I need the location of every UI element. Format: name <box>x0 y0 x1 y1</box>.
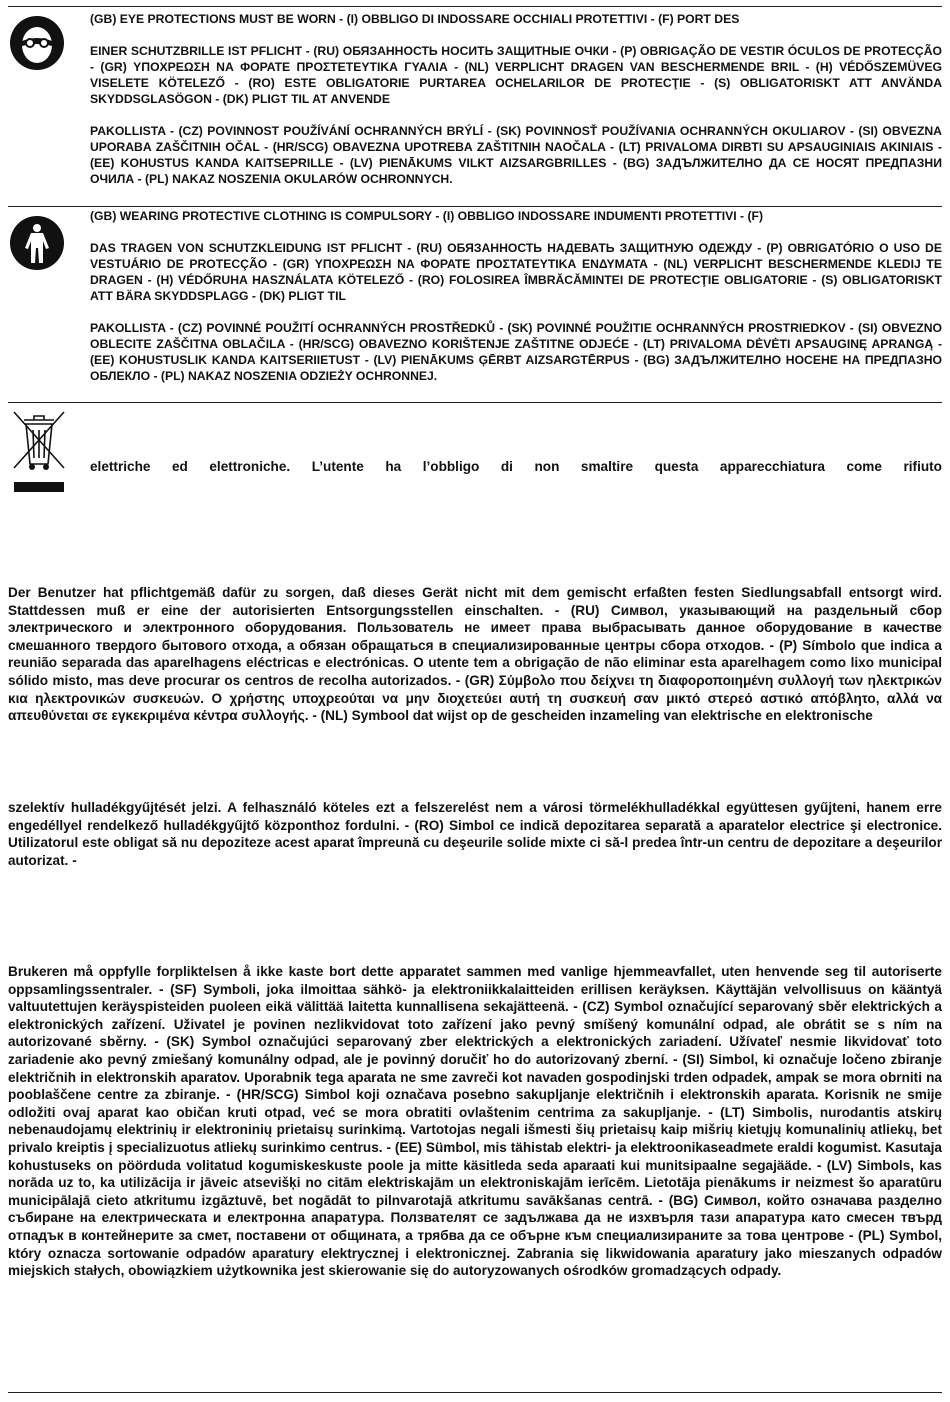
eye-protection-para2: EINER SCHUTZBRILLE IST PFLICHT - (RU) ОБЯЗАННОСТЬ НОСИТЬ ЗАЩИТНЫЕ ОЧКИ - (P) OBRIGAÇÃO DE VESTIR ÓCULOS DE PROTECÇÃO - (GR) ΥΠΟΧΡΕΩΣΗ ΝΑ ΦΟΡΑΤΕ ΠΡΟΣΤΕΤΕΥΤΙΚΑ ΓΥΑΛΙΑ - (NL) VERPLICHT DRAGEN VAN BESCHERMENDE BRIL - (H) VÉDŐSZEMÜVEG VISELETE KÖTELEZŐ - (RO) ESTE OBLIGATORIE PURTAREA OCHELARILOR DE PROTECŢIE - (S) OBLIGATORISKT ATT ANVÄNDA SKYDDSGLASÖGON - (DK) PLIGT TIL AT ANVENDE <box>90 44 942 106</box>
eye-protection-para3: PAKOLLISTA - (CZ) POVINNOST POUŽÍVÁNÍ OCHRANNÝCH BRÝLÍ - (SK) POVINNOSŤ POUŽÍVANIA OCHRANNÝCH OKULIAROV - (SI) OBVEZNA UPORABA ZAŠČITNIH OČAL - (HR/SCG) OBAVEZNA UPOTREBA ZAŠTITNIH NAOČALA - (LT) PRIVALOMA DIRBTI SU APSAUGINIAIS AKINIAIS - (EE) KOHUSTUS KANDA KAITSEPRILLE - (LV) PIENĀKUMS VILKT AIZSARGBRILLES - (BG) ЗАДЪЛЖИТЕЛНО ДА СЕ НОСЯТ ПРЕДПАЗНИ ОЧИЛА - (PL) NAKAZ NOSZENIA OKULARÓW OCHRONNYCH. <box>90 124 942 186</box>
protective-clothing-para3: PAKOLLISTA - (CZ) POVINNÉ POUŽITÍ OCHRANNÝCH PROSTŘEDKŮ - (SK) POVINNÉ POUŽITIE OCHRANNÝCH PROSTRIEDKOV - (SI) OBVEZNO OBLECITE ZAŠČITNA OBLAČILA - (HR/SCG) OBAVEZNO KORIŠTENJE ZAŠTITNE ODJEĆE - (LT) PRIVALOMA DĖVĖTI APSAUGINĘ APRANGĄ - (EE) KOHUSTUSLIK KANDA KAITSERIIETUST - (LV) PIENĀKUMS ĢĒRBT AIZSARGTĒRPUS - (BG) ЗАДЪЛЖИТЕЛНО НОСЕНЕ НА ПРЕДПАЗНО ОБЛЕКЛО - (PL) NAKAZ NOSZENIA ODZIEŻY OCHRONNEJ. <box>90 321 942 383</box>
protective-clothing-icon <box>9 215 65 271</box>
protective-clothing-para2: DAS TRAGEN VON SCHUTZKLEIDUNG IST PFLICHT - (RU) ОБЯЗАННОСТЬ НАДЕВАТЬ ЗАЩИТНУЮ ОДЕЖДУ - (P) OBRIGATÓRIO O USO DE VESTUÁRIO DE PROTECÇÃO - (GR) ΥΠΟΧΡΕΩΣΗ ΝΑ ΦΟΡΑΤΕ ΠΡΟΣΤΑΤΕΥΤΙΚΑ ΕΝΔΥΜΑΤΑ - (NL) VERPLICHT BESCHERMENDE KLEDIJ TE DRAGEN - (H) VÉDŐRUHA HASZNÁLATA KÖTELEZŐ - (RO) FOLOSIREA ÎMBRĂCĂMINTEI DE PROTECŢIE OBLIGATORIE - (S) OBLIGATORISKT ATT BÄRA SKYDDSPLAGG - (DK) PLIGT TIL <box>90 241 942 303</box>
protective-clothing-notice <box>90 208 942 384</box>
safety-goggles-icon <box>9 15 65 71</box>
weee-para3-text: szelektív hulladékgyűjtését jelzi. A felhasználó köteles ezt a felszerelést nem a városi törmelékhulladékkal együttesen gyűjteni, hanem erre engedéllyel rendelkező hulladékgyűjtő központhoz fordulni. - (RO) Simbol ce indică depozitarea separată a aparatelor electrice şi electronice. Utilizatorul este obligat să nu depoziteze acest aparat împreună cu deşeurile solide mixte ci să-l predea într-un centru de depozitare a deşeurilor autorizat. - <box>8 800 942 868</box>
weee-notice-line1: elettriche ed elettroniche. L’utente ha l’obbligo di non smaltire questa apparecchiatura come rifiuto <box>90 459 942 474</box>
section-divider-2 <box>8 402 942 403</box>
weee-notice-para4 <box>8 963 942 1280</box>
eye-protection-line1: (GB) EYE PROTECTIONS MUST BE WORN - (I) OBBLIGO DI INDOSSARE OCCHIALI PROTETTIVI - (F) PORT DES <box>90 12 740 26</box>
crossed-out-wheelie-bin-icon <box>10 408 68 494</box>
weee-notice-para3 <box>8 799 942 869</box>
weee-para2-text: Der Benutzer hat pflichtgemäß dafür zu sorgen, daß dieses Gerät nicht mit dem gemischt erfaßten festen Siedlungsabfall entsorgt wird. Stattdessen muß er eine der autorisierten Entsorgungsstellen einschalten. - (RU) Символ, указывающий на раздельный сбор электрического и электронного оборудования. Пользователь не имеет права выбрасывать данное оборудование в качестве смешанного твердого бытового отхода, а обязан обращаться в специализированные центры сбора отходов. - (P) Símbolo que indica a reunião separada das aparelhagens eléctricas e electrónicas. O utente tem a obrigação de não eliminar esta aparelhagem como lixo municipal sólido misto, mas deve procurar os centros de recolha autorizados. - (GR) Σύμβολο που δείχνει τη διαφοροποιημένη συλλογή των ηλεκτρικών κια ηλεκτρονικών συσκευών. Ο χρήστης υποχρεούται να μην διοχετεύει αυτή τη συσκευή σαν μικτό στερεό αστικό απόβλητο, αλλά να απευθύνεται σε εγκεκριμένα κέντρα συλλογής. - (NL) Symbool dat wijst op de gescheiden inzameling van elektrische en elektronische <box>8 585 942 724</box>
weee-notice-para2 <box>8 584 942 725</box>
bottom-divider <box>8 1392 942 1393</box>
section-divider-1 <box>8 206 942 207</box>
top-divider <box>8 6 942 7</box>
eye-protection-notice <box>90 11 942 187</box>
weee-para4-text: Brukeren må oppfylle forpliktelsen å ikke kaste bort dette apparatet sammen med vanlige hjemmeavfallet, uten henvende seg til autoriserte oppsamlingssentraler. - (SF) Symboli, joka ilmoittaa sähkö- ja elektroniikkalaitteiden erillisen keräyksen. Käyttäjän velvollisuus on kääntyä valtuutettujen keräyspisteiden puoleen eikä välittää laitetta kunnallisena sekajätteenä. - (CZ) Symbol označující separovaný sběr elektrických a elektronických zařízení. Uživatel je povinen nezlikvidovat toto zařízení jako pevný smíšený komunální odpad, ale obrátit se s ním na autorizované sběrny. - (SK) Symbol označujúci separovaný zber elektrických a elektronických zariadení. Užívateľ nesmie likvidovať toto zariadenie ako pevný zmiešaný komunálny odpad, ale je povinný doručiť ho do autorizovaný zberní. - (SI) Simbol, ki označuje ločeno zbiranje električnih in elektronskih aparatov. Uporabnik tega aparata ne sme zavreči kot navaden gospodinjski trden odpadek, ampak se mora obrniti na pooblaščene centre za zbiranje. - (HR/SCG) Simbol koji označava posebno sakupljanje električnih i elektronskih aparata. Korisnik ne smije odložiti ovaj aparat kao običan kruti otpad, već se mora obratiti ovlaštenim centrima za sakupljanje. - (LT) Simbolis, nurodantis atskirų nebenaudojamų elektrinių ir elektroninių prietaisų surinkimą. Vartotojas negali išmesti šių prietaisų kaip mišrių kietųjų komunalinių atliekų, bet privalo kreiptis į specializuotus atliekų surinkimo centrus. - (EE) Sümbol, mis tähistab elektri- ja elektroonikaseadmete eraldi kogumist. Kasutaja kohustuseks on pöörduda volitatud kogumiskeskuste poole ja mitte käsitleda seda aparaati kui munitsipaalne segajääde. - (LV) Simbols, kas norāda uz to, ka utilizācija ir jāveic atsevišķi no citām elektriskajām un elektroniskajām ierīcēm. Lietotāja pienākums ir neizmest šo aparatūru municipālajā cieto atkritumu izgāztuvē, bet nogādāt to pilnvarotajā atkritumu savākšanas centrā. - (BG) Символ, който означава разделно събиране на електрическата и електронна апаратура. Ползвателят се задължава да не изхвърля тази апаратура като смесен твърд отпадък в контейнерите за смет, поставени от общината, а трябва да се обърне към специализираните за това центрове - (PL) Symbol, który oznacza sortowanie odpadów aparatury elektrycznej i elektronicznej. Zabrania się likwidowania aparatury jako mieszanych odpadów miejskich stałych, obowiązkiem użytkownika jest skierowanie się do autoryzowanych ośrodków gromadzących odpady. <box>8 964 942 1279</box>
protective-clothing-line1: (GB) WEARING PROTECTIVE CLOTHING IS COMPULSORY - (I) OBBLIGO INDOSSARE INDUMENTI PROTETTIVI - (F) <box>90 209 764 223</box>
